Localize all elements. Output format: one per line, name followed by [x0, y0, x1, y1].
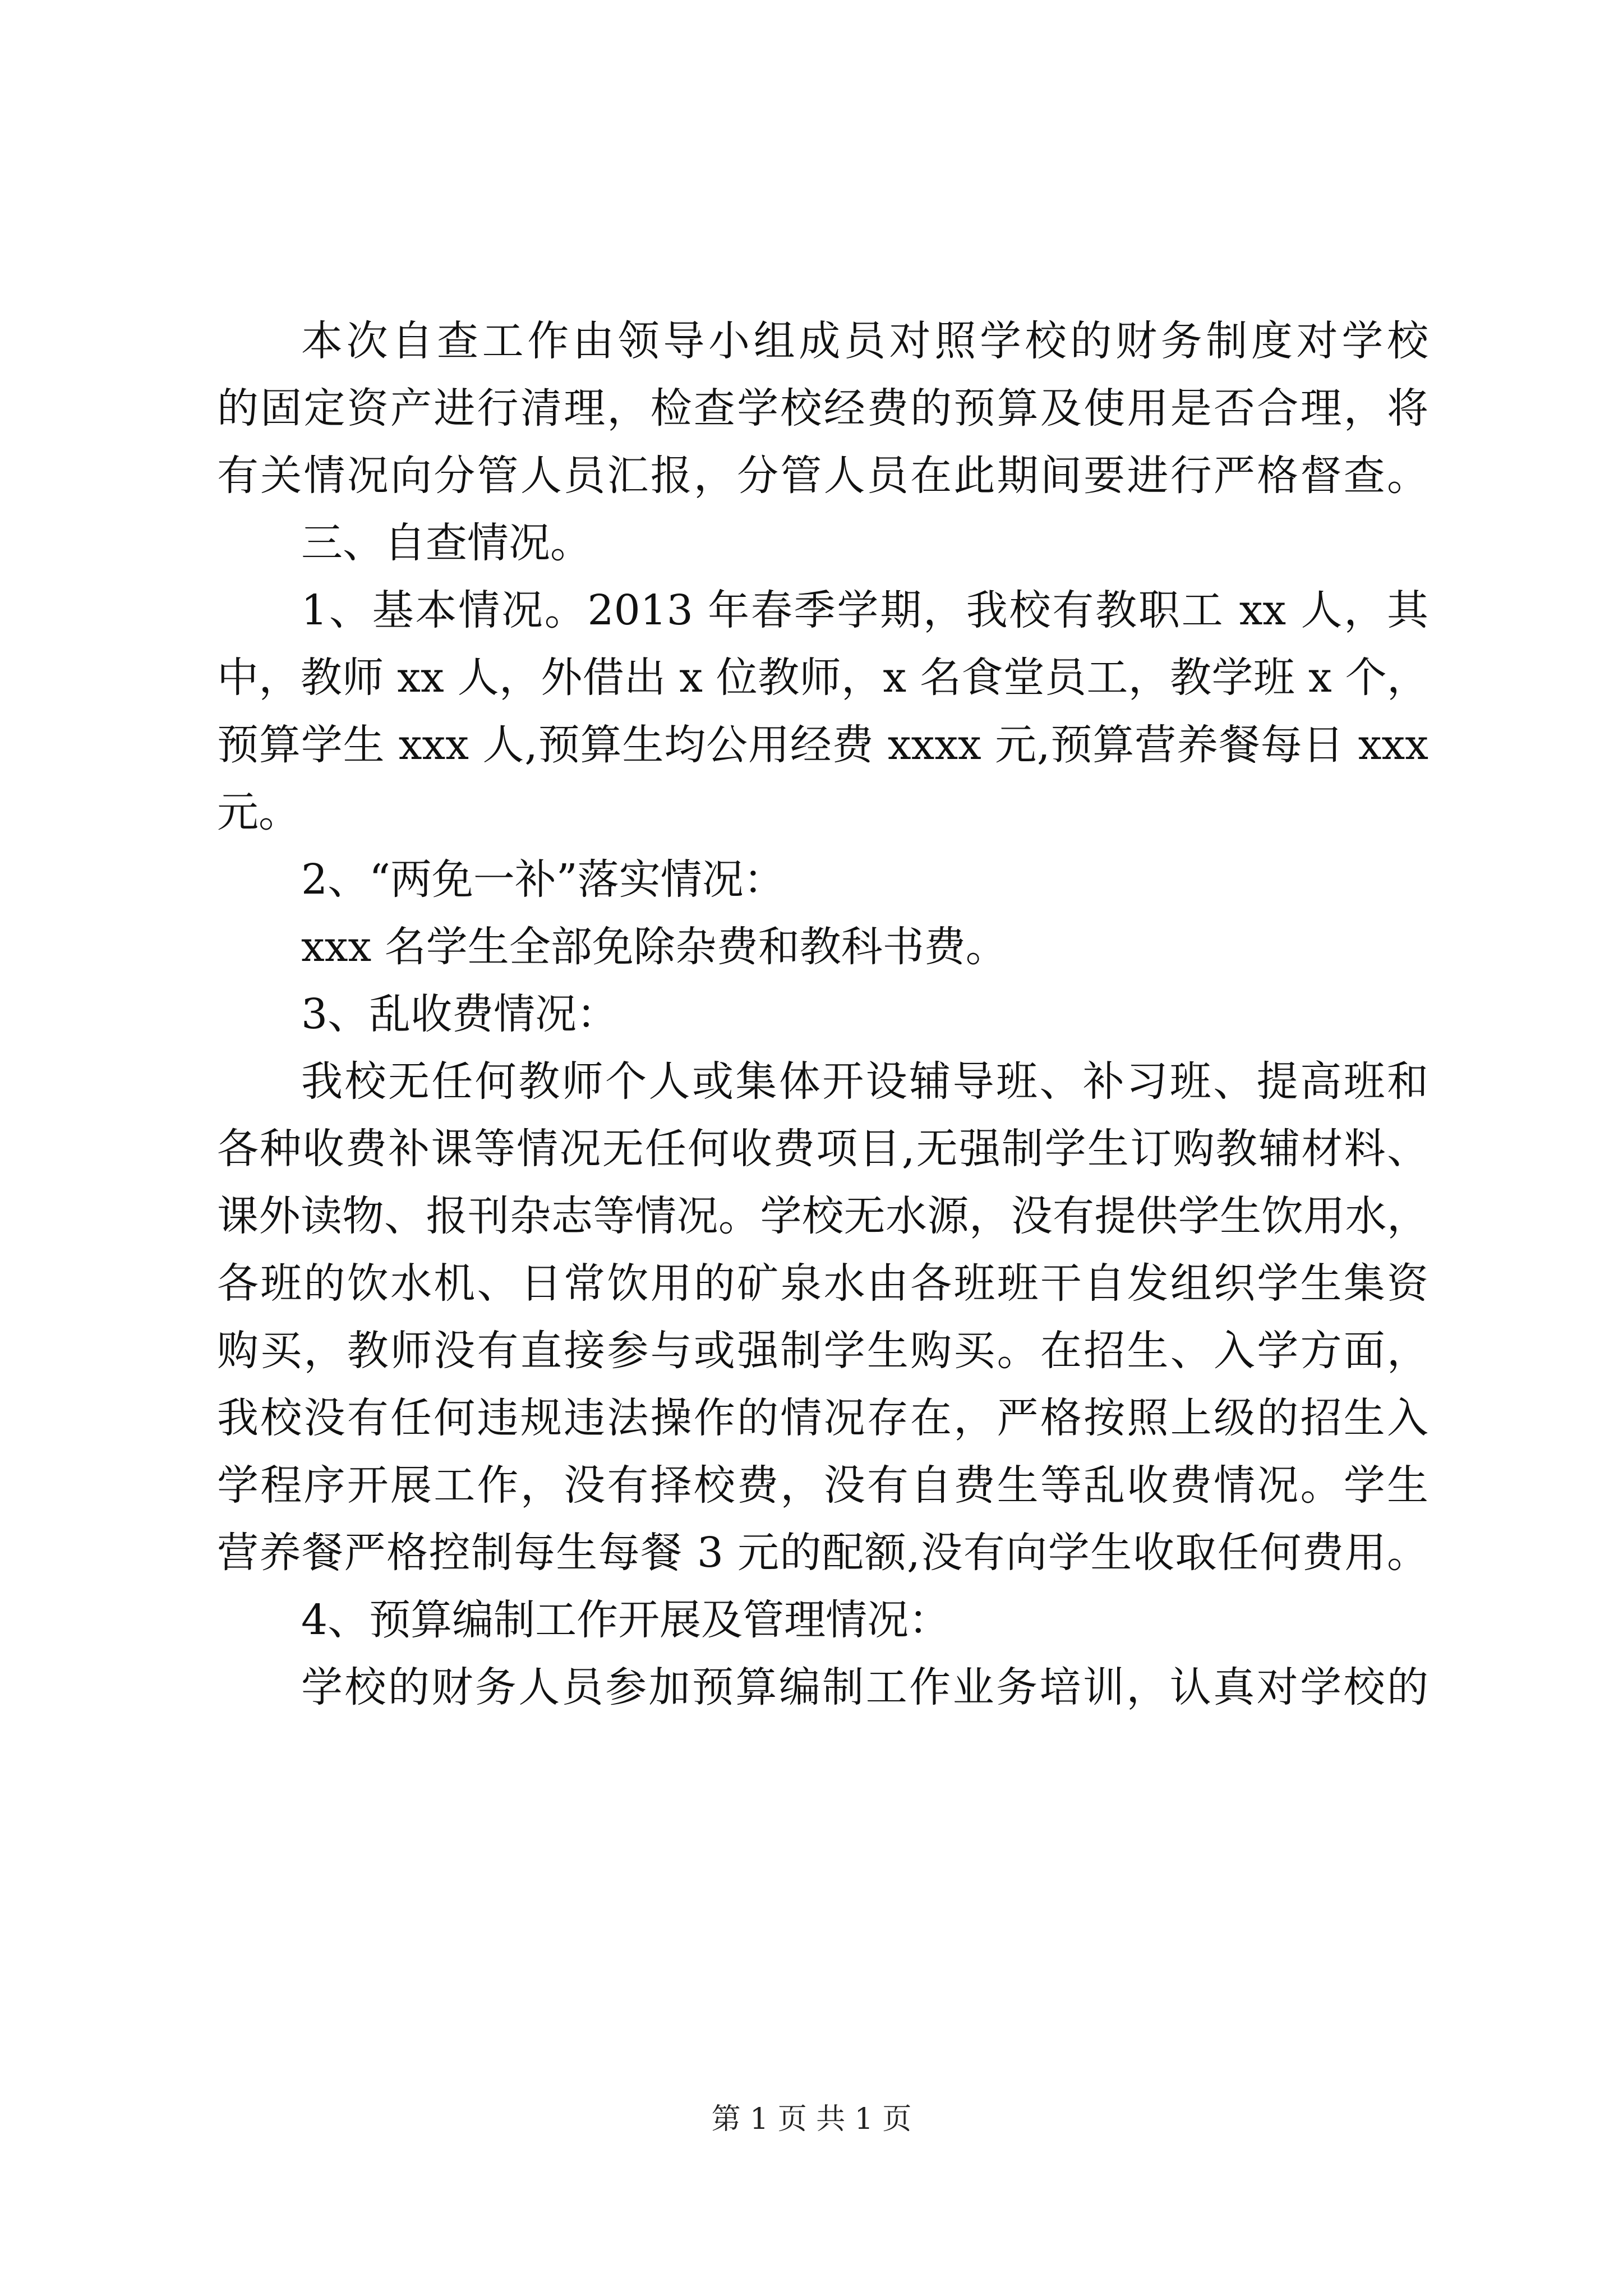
- subsection-heading: 3、乱收费情况：: [301, 990, 619, 1038]
- paragraph-line: 营养餐严格控制每生每餐 3 元的配额,没有向学生收取任何费用。: [217, 1529, 1428, 1577]
- paragraph-line: 各种收费补课等情况无任何收费项目,无强制学生订购教辅材料、: [217, 1125, 1428, 1173]
- paragraph-line: 中，教师 xx 人，外借出 x 位教师，x 名食堂员工，教学班 x 个，: [217, 654, 1428, 702]
- subsection-heading: 2、“两免一补”落实情况：: [301, 855, 785, 904]
- paragraph-line: 课外读物、报刊杂志等情况。学校无水源，没有提供学生饮用水，: [217, 1192, 1428, 1240]
- paragraph-line: 各班的饮水机、日常饮用的矿泉水由各班班干自发组织学生集资: [217, 1259, 1428, 1308]
- paragraph-line: 学程序开展工作，没有择校费，没有自费生等乱收费情况。学生: [217, 1461, 1428, 1510]
- paragraph-line: 学校的财务人员参加预算编制工作业务培训，认真对学校的: [301, 1663, 1428, 1711]
- paragraph-line: 预算学生 xxx 人,预算生均公用经费 xxxx 元,预算营养餐每日 xxx: [217, 721, 1428, 769]
- paragraph-line: 本次自查工作由领导小组成员对照学校的财务制度对学校: [301, 317, 1428, 365]
- paragraph-line: 我校无任何教师个人或集体开设辅导班、补习班、提高班和: [301, 1057, 1428, 1106]
- paragraph-line: xxx 名学生全部免除杂费和教科书费。: [301, 923, 1007, 971]
- page-footer: 第 1 页 共 1 页: [711, 2102, 912, 2136]
- paragraph-line: 元。: [217, 788, 300, 836]
- paragraph-line: 有关情况向分管人员汇报，分管人员在此期间要进行严格督查。: [217, 452, 1428, 500]
- section-heading: 三、自查情况。: [301, 519, 592, 567]
- paragraph-line: 购买，教师没有直接参与或强制学生购买。在招生、入学方面，: [217, 1327, 1428, 1375]
- paragraph-line: 1、基本情况。2013 年春季学期，我校有教职工 xx 人，其: [301, 586, 1428, 634]
- paragraph-line: 我校没有任何违规违法操作的情况存在，严格按照上级的招生入: [217, 1394, 1428, 1442]
- subsection-heading: 4、预算编制工作开展及管理情况：: [301, 1596, 951, 1644]
- paragraph-line: 的固定资产进行清理，检查学校经费的预算及使用是否合理，将: [217, 384, 1428, 432]
